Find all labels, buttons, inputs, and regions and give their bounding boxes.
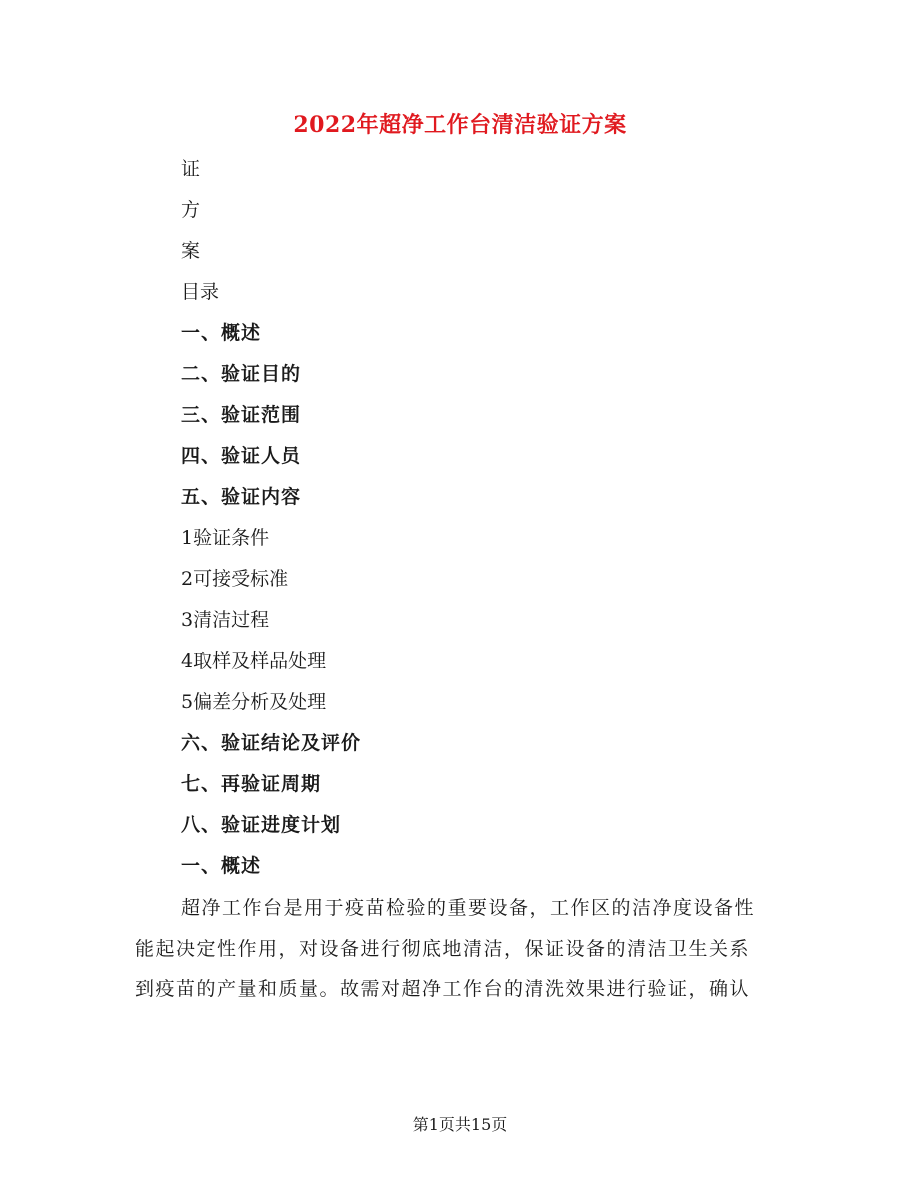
toc-item: 八、验证进度计划: [181, 814, 342, 836]
toc-item: 七、再验证周期: [181, 773, 322, 795]
section-heading: 一、概述: [181, 855, 262, 877]
page-footer: 第1页共15页: [412, 1115, 508, 1134]
toc-item: 三、验证范围: [181, 404, 302, 426]
toc-subitem: 3清洁过程: [181, 609, 270, 631]
toc-item: 二、验证目的: [181, 363, 302, 385]
toc-subitem: 1验证条件: [181, 527, 270, 549]
toc-item: 六、验证结论及评价: [181, 732, 362, 754]
toc-fragment-2: 方: [181, 199, 201, 221]
body-paragraph: [135, 888, 775, 1010]
toc-item: 四、验证人员: [181, 445, 302, 467]
toc-subitem: 5偏差分析及处理: [181, 691, 327, 713]
toc-item: 一、概述: [181, 322, 262, 344]
toc-subitem: 4取样及样品处理: [181, 650, 327, 672]
toc-subitem: 2可接受标准: [181, 568, 289, 590]
body-line: 能起决定性作用，对设备进行彻底地清洁，保证设备的清洁卫生关系: [135, 937, 751, 960]
body-line: 超净工作台是用于疫苗检验的重要设备，工作区的洁净度设备性: [181, 897, 756, 919]
toc-fragment-1: 证: [181, 158, 201, 180]
toc-item: 五、验证内容: [181, 486, 302, 508]
toc-heading: 目录: [181, 281, 220, 303]
document-title: 2022年超净工作台清洁验证方案: [293, 112, 627, 138]
body-line: 到疫苗的产量和质量。故需对超净工作台的清洗效果进行验证，确认: [135, 978, 751, 1000]
toc-fragment-3: 案: [181, 240, 201, 262]
